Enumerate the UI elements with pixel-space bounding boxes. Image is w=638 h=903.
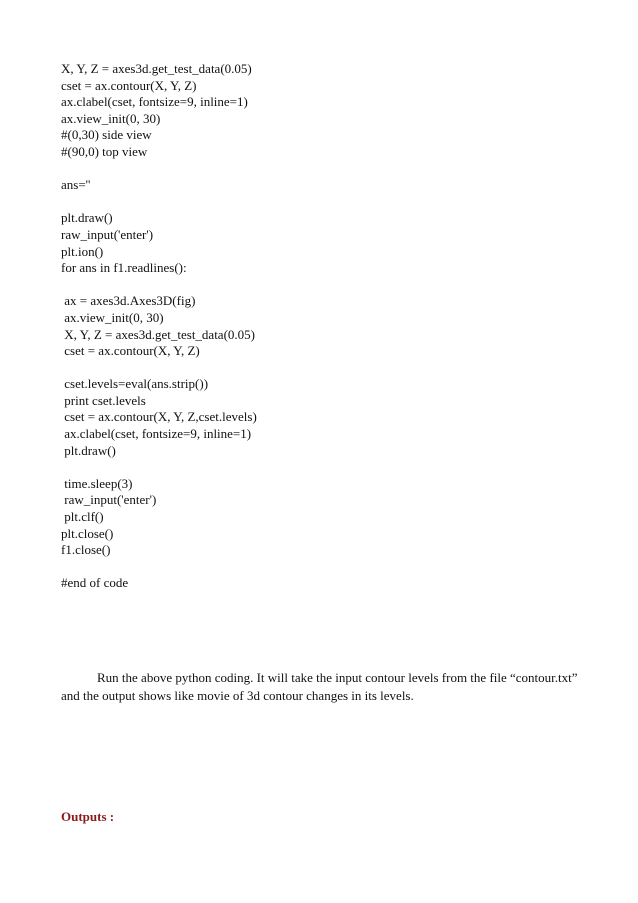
code-line: ans='' xyxy=(61,177,91,193)
code-line: plt.draw() xyxy=(61,210,113,226)
code-line: ax.clabel(cset, fontsize=9, inline=1) xyxy=(61,426,252,442)
code-line: print cset.levels xyxy=(61,392,146,408)
code-line: ax.view_init(0, 30) xyxy=(61,110,161,126)
description-paragraph xyxy=(61,669,581,705)
code-line: ax.view_init(0, 30) xyxy=(61,309,164,325)
outputs-heading: Outputs : xyxy=(61,809,115,824)
code-line: time.sleep(3) xyxy=(61,475,133,491)
code-line: plt.ion() xyxy=(61,243,104,259)
code-line: #(0,30) side view xyxy=(61,127,152,143)
code-line: f1.close() xyxy=(61,542,111,558)
code-line: plt.draw() xyxy=(61,442,116,458)
code-line: X, Y, Z = axes3d.get_test_data(0.05) xyxy=(61,326,255,342)
code-line xyxy=(61,459,581,476)
code-line: cset = ax.contour(X, Y, Z) xyxy=(61,343,200,359)
code-line: cset.levels=eval(ans.strip()) xyxy=(61,376,209,392)
code-line: #(90,0) top view xyxy=(61,143,148,159)
code-line: #end of code xyxy=(61,575,129,591)
code-line: ax = axes3d.Axes3D(fig) xyxy=(61,293,196,309)
code-line xyxy=(61,360,581,377)
code-line: plt.close() xyxy=(61,525,114,541)
description-text: Run the above python coding. It will take the input contour levels from the file “contour.txt” and the output shows like movie of 3d contour changes in its levels. xyxy=(61,670,578,703)
code-line: cset = ax.contour(X, Y, Z) xyxy=(61,77,197,93)
code-line xyxy=(61,277,581,294)
code-listing xyxy=(61,61,581,592)
code-line: plt.clf() xyxy=(61,509,104,525)
code-line: X, Y, Z = axes3d.get_test_data(0.05) xyxy=(61,61,252,76)
code-line: ax.clabel(cset, fontsize=9, inline=1) xyxy=(61,94,248,110)
code-line xyxy=(61,194,581,211)
code-line xyxy=(61,559,581,576)
code-line: cset = ax.contour(X, Y, Z,cset.levels) xyxy=(61,409,257,425)
code-line: raw_input('enter') xyxy=(61,226,154,242)
code-line: raw_input('enter') xyxy=(61,492,157,508)
code-line xyxy=(61,161,581,178)
code-line: for ans in f1.readlines(): xyxy=(61,260,187,276)
